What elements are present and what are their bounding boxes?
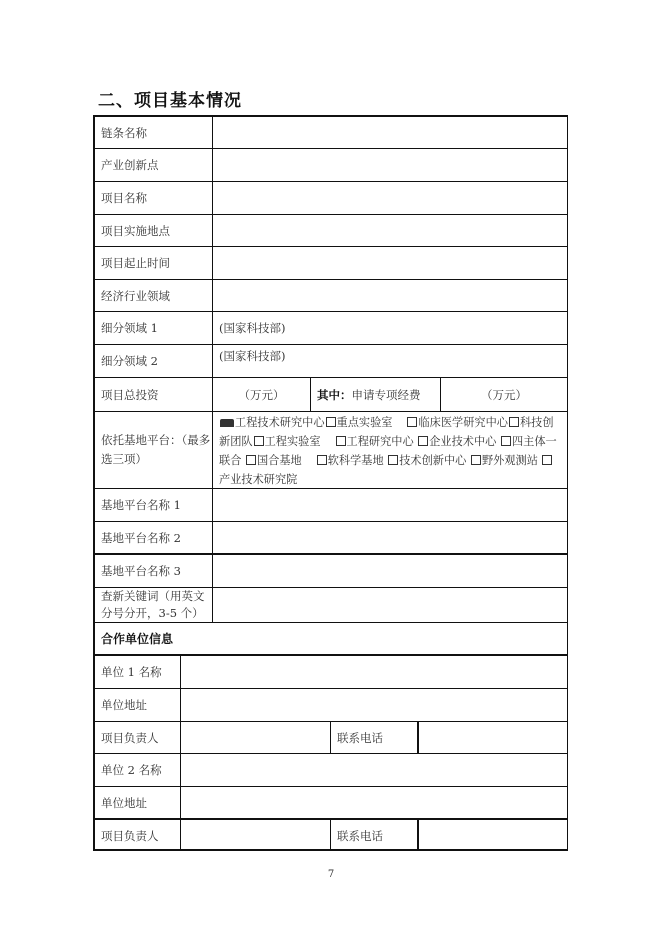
checkbox-icon[interactable] [407,417,417,427]
label-unit1-name: 单位 1 名称 [101,665,162,679]
input-unit1-name[interactable] [180,656,567,688]
platform-option-label: 技术创新中心 [399,454,467,467]
checkbox-icon[interactable] [471,455,481,465]
row-unit2-contact [95,820,567,851]
label-unit1-phone: 联系电话 [330,722,417,753]
row-unit1-contact [95,722,567,754]
label-industry: 经济行业领域 [101,288,170,303]
row-keywords [95,588,567,623]
row-unit1-address [95,689,567,722]
checkbox-icon[interactable] [246,455,256,465]
row-platform-name-2 [95,522,567,555]
platform-option[interactable] [387,454,466,467]
checkbox-icon[interactable] [418,436,428,446]
input-platform-name-3[interactable] [212,555,567,587]
input-project-name[interactable] [212,182,567,214]
label-unit2-leader: 项目负责人 [101,828,159,843]
project-basic-info-table [93,115,568,851]
special-funds-unit: （万元） [481,387,527,402]
label-platform-name-1: 基地平台名称 1 [101,498,181,512]
input-chain-name[interactable] [212,117,567,148]
row-chain-name [95,117,567,149]
row-unit1-name [95,656,567,689]
row-unit2-name [95,754,567,787]
platform-option-label: 工程研究中心 [346,435,414,448]
input-unit2-phone[interactable] [417,820,567,851]
platform-option[interactable] [325,416,393,429]
platform-option-label: 产业技术研究院 [219,473,298,486]
input-platform-name-2[interactable] [212,522,567,553]
input-unit1-phone[interactable] [417,722,567,753]
checkbox-icon[interactable] [254,436,264,446]
label-unit2-address: 单位地址 [101,795,147,810]
platform-option[interactable] [335,435,414,448]
input-unit1-leader[interactable] [180,722,330,753]
row-platform-name-3 [95,555,567,588]
label-project-name: 项目名称 [101,191,147,205]
label-special-funds [310,378,440,411]
cooperation-header: 合作单位信息 [101,632,174,646]
platform-option[interactable] [470,454,538,467]
platform-option[interactable] [406,416,508,429]
platform-option-label: 国合基地 [256,454,302,467]
checkbox-icon[interactable] [317,455,327,465]
label-innovation-point: 产业创新点 [101,158,159,172]
platform-option-label: 四主体一联合 [219,435,557,467]
platform-option-label: 工程技术研究中心 [235,416,325,429]
label-unit2-phone: 联系电话 [330,820,417,851]
page-number: 7 [327,869,335,880]
input-location[interactable] [212,215,567,246]
total-investment-unit: （万元） [238,387,285,402]
platform-option[interactable] [417,435,496,448]
platform-option-label: 重点实验室 [336,416,393,429]
label-location: 项目实施地点 [101,223,170,238]
checkbox-icon[interactable] [542,455,552,465]
row-subfield-2 [95,345,567,378]
label-period: 项目起止时间 [101,256,170,270]
input-unit2-leader[interactable] [180,820,330,851]
input-subfield-2[interactable]: (国家科技部) [212,345,567,377]
label-platform-name-3: 基地平台名称 3 [101,564,181,578]
label-subfield-1: 细分领域 1 [101,321,158,335]
row-industry [95,280,567,312]
special-funds-prefix: 其中： [317,387,352,402]
row-location [95,215,567,247]
label-unit1-address: 单位地址 [101,698,147,712]
platform-option-label: 科技创新团队 [219,416,554,448]
platform-option[interactable] [219,416,325,429]
row-cooperation-header [95,623,567,656]
checkbox-icon[interactable] [336,436,346,446]
label-subfield-2: 细分领域 2 [101,354,158,368]
section-title: 二、项目基本情况 [98,91,242,111]
platform-option-label: 企业技术中心 [429,435,497,448]
checkbox-icon[interactable] [388,455,398,465]
platform-checkbox-list [213,412,567,489]
special-funds-label: 申请专项经费 [351,387,421,402]
platform-option[interactable] [245,454,302,467]
label-keywords: 查新关键词（用英文分号分开，3-5 个） [101,589,205,620]
input-subfield-1[interactable]: (国家科技部) [212,312,567,344]
checkbox-icon[interactable] [326,417,336,427]
label-platform-name-2: 基地平台名称 2 [101,530,181,545]
platform-option-label: 临床医学研究中心 [418,416,508,429]
label-unit1-leader: 项目负责人 [101,730,159,745]
row-base-platform [95,412,567,489]
input-innovation-point[interactable] [212,149,567,181]
input-unit2-address[interactable] [180,787,567,818]
checkbox-icon[interactable] [501,436,511,446]
input-platform-name-1[interactable] [212,489,567,521]
input-industry[interactable] [212,280,567,311]
row-subfield-1 [95,312,567,345]
platform-option-label: 野外观测站 [481,454,538,467]
row-platform-name-1 [95,489,567,522]
input-total-investment[interactable] [212,378,310,411]
row-investment [95,378,567,412]
label-base-platform: 依托基地平台：（最多选三项） [101,433,211,466]
input-special-funds[interactable] [440,378,567,411]
label-chain-name: 链条名称 [101,125,147,140]
input-keywords[interactable] [212,588,567,622]
label-total-investment: 项目总投资 [101,387,159,402]
input-unit1-address[interactable] [180,689,567,721]
platform-option[interactable] [316,454,384,467]
input-unit2-name[interactable] [180,754,567,786]
platform-option[interactable] [253,435,321,448]
platform-options [212,412,567,488]
row-unit2-address [95,787,567,820]
row-project-name [95,182,567,215]
checkbox-checked-icon[interactable] [220,419,234,427]
label-unit2-name: 单位 2 名称 [101,763,162,777]
platform-option-label: 软科学基地 [327,454,384,467]
row-period [95,247,567,280]
checkbox-icon[interactable] [509,417,519,427]
platform-option-label: 工程实验室 [264,435,321,448]
row-innovation-point [95,149,567,182]
input-period[interactable] [212,247,567,279]
